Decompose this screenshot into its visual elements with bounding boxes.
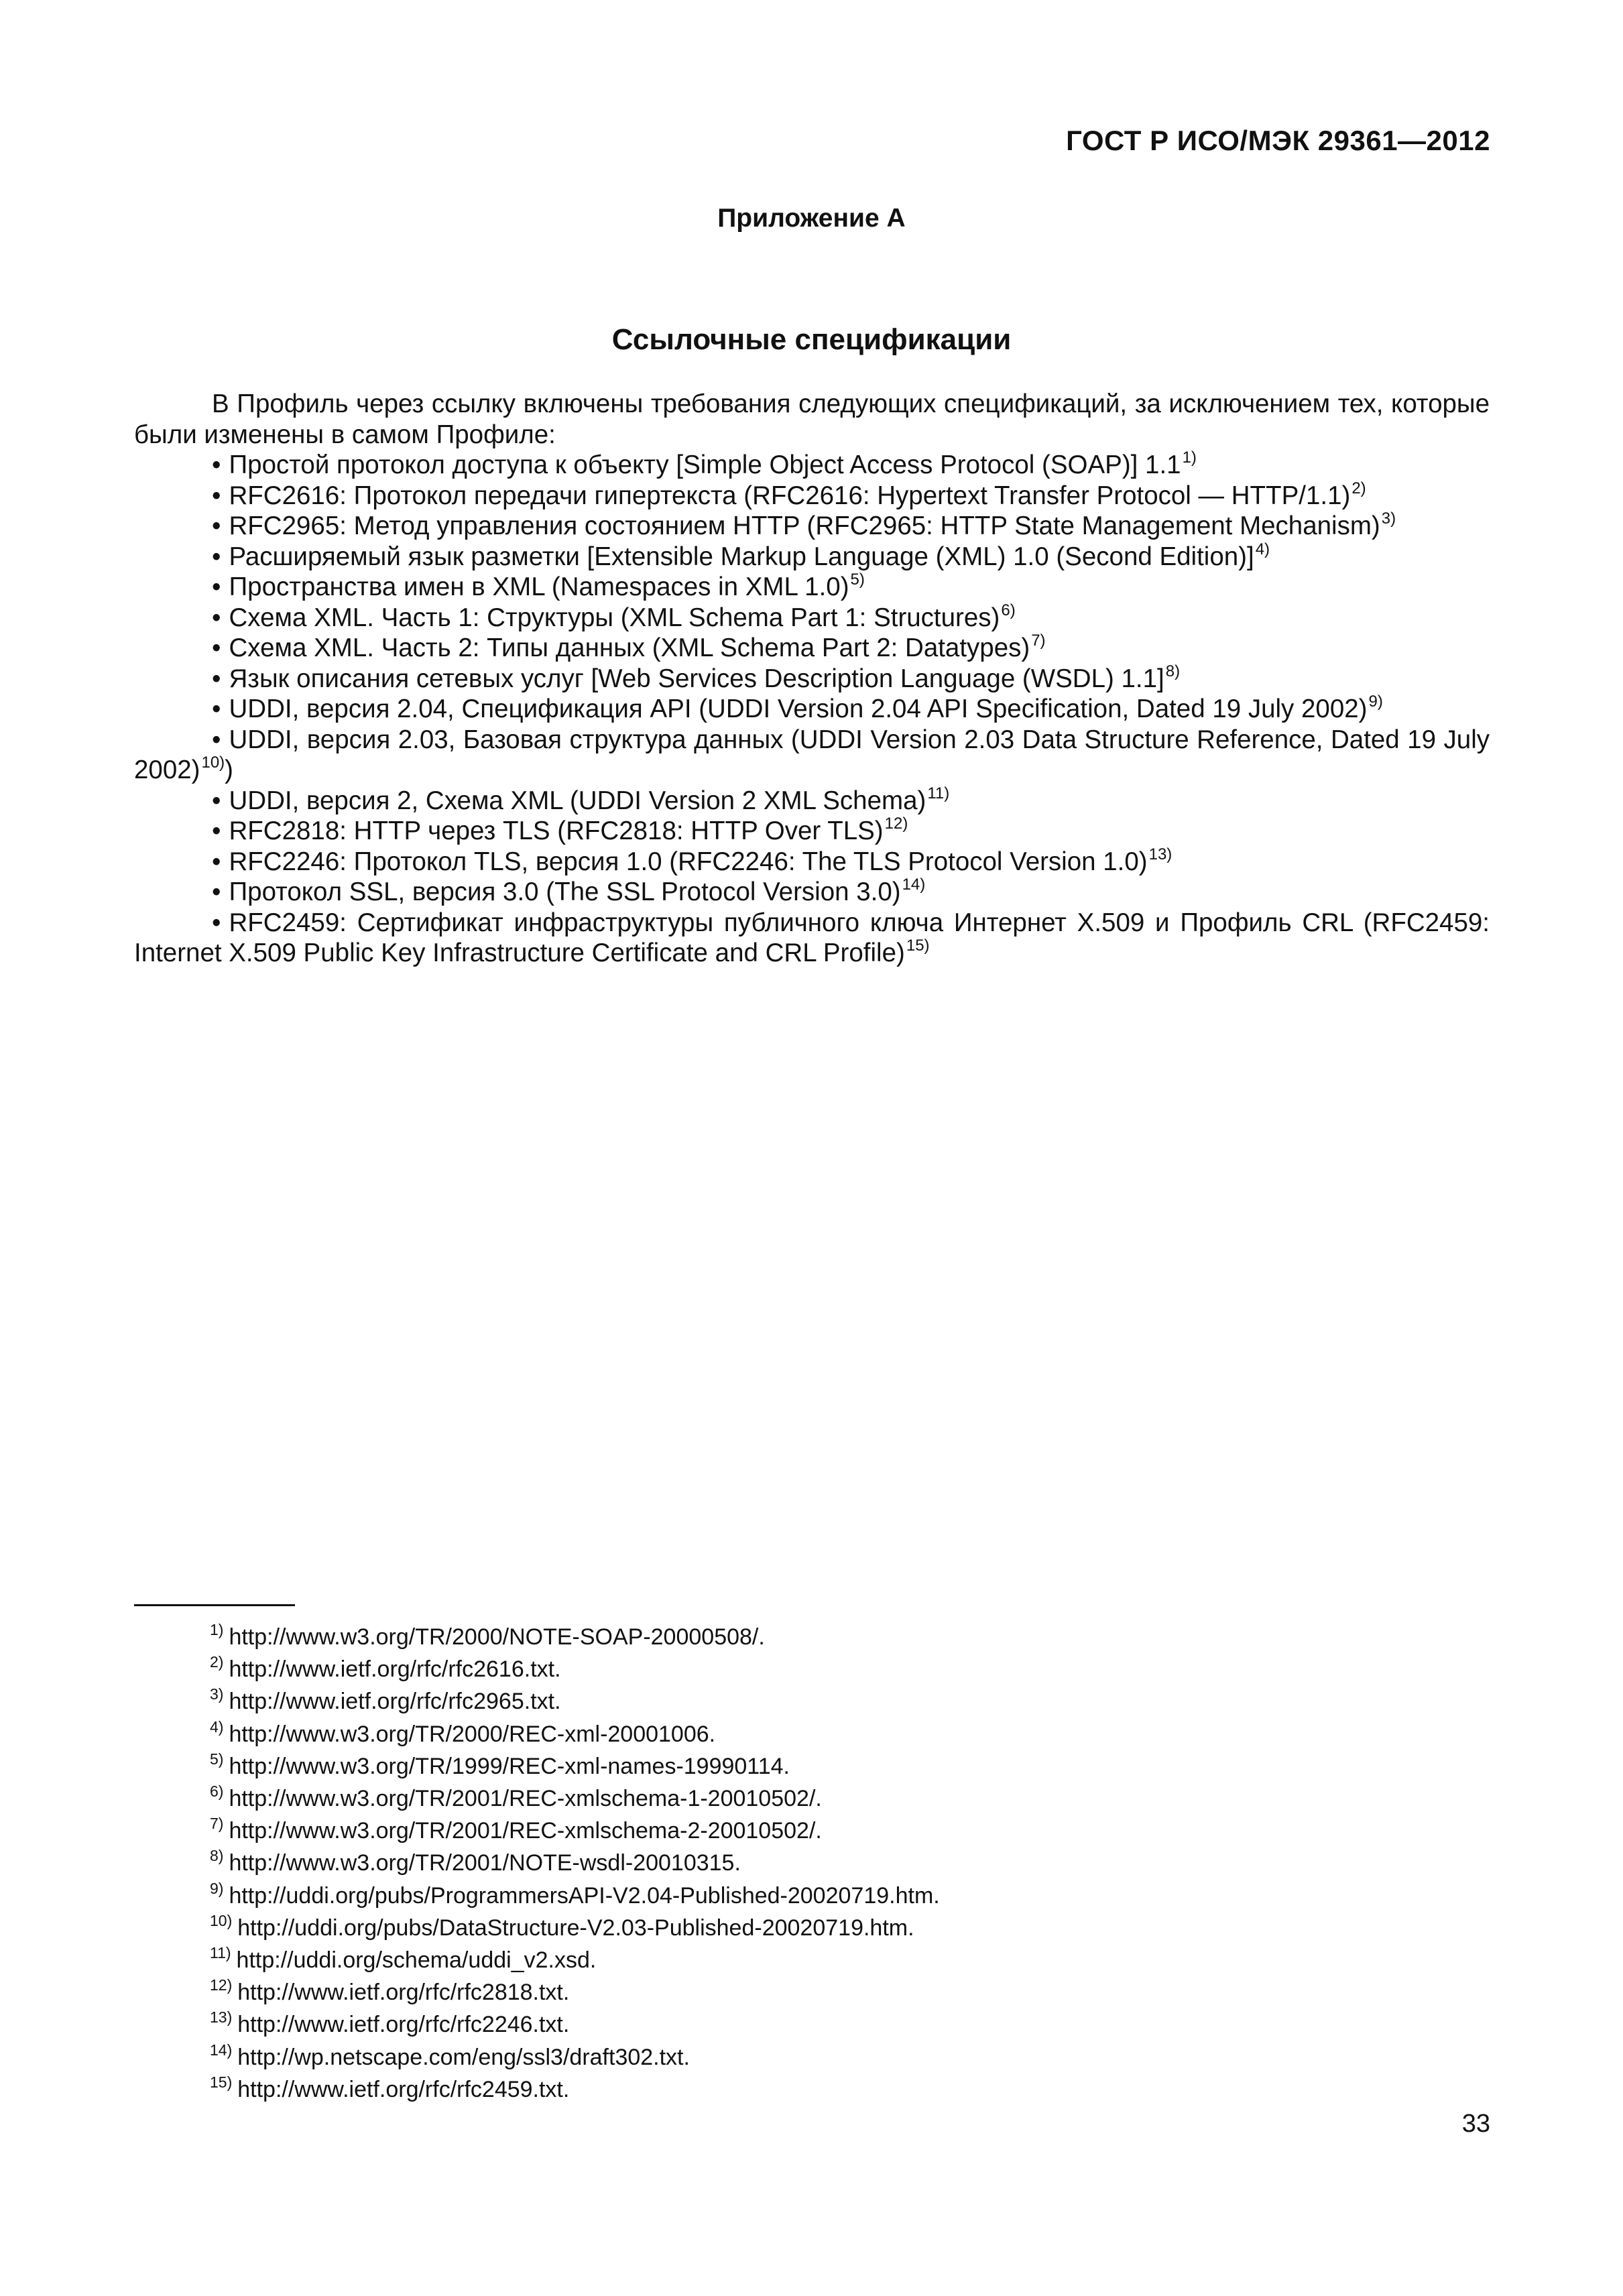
list-item [134,542,1490,572]
footnote-url: http://uddi.org/schema/uddi_v2.xsd. [236,1947,597,1974]
bullet-icon: • [212,633,221,662]
footnote [210,1912,940,1944]
bullet-icon: • [212,878,221,906]
list-item [134,694,1490,725]
footnote-ref: 6) [1001,601,1016,619]
footnote-ref: 2) [1351,479,1366,497]
footnote-ref: 8) [1165,662,1181,680]
footnote-separator [134,1604,295,1606]
footnote-url: http://www.w3.org/TR/2000/REC-xml-20001006. [229,1721,716,1747]
list-item [134,481,1490,511]
footnote-url: http://uddi.org/pubs/DataStructure-V2.03-Published-20020719.htm. [237,1915,914,1941]
footnote-ref: 5) [850,570,865,589]
bullet-icon: • [212,603,221,632]
footnote-number: 2) [210,1653,224,1671]
footnote [210,2073,940,2106]
footnote-number: 10) [210,1911,233,1929]
list-item-text: UDDI, версия 2.04, Спецификация API (UDDI Version 2.04 API Specification, Dated 19 July 2002) [229,694,1368,723]
footnote-number: 6) [210,1783,224,1801]
bullet-icon: • [212,572,221,601]
list-item [134,603,1490,633]
list-item [134,908,1490,969]
footnote-number: 3) [210,1685,224,1703]
footnote-url: http://wp.netscape.com/eng/ssl3/draft302.txt. [237,2044,690,2070]
footnote-number: 13) [210,2008,233,2027]
footnote-number: 1) [210,1621,224,1638]
bullet-icon: • [212,511,221,540]
bullet-icon: • [212,725,221,754]
footnote-ref: 12) [884,814,908,833]
list-item [134,450,1490,481]
footnote-number: 12) [210,1976,233,1994]
list-item [134,877,1490,908]
list-item-text: RFC2965: Метод управления состоянием HTTP (RFC2965: HTTP State Management Mechanism) [229,511,1380,540]
appendix-title: Приложение А [717,204,906,233]
list-item-text: RFC2818: HTTP через TLS (RFC2818: HTTP Over TLS) [229,817,884,845]
list-item [134,511,1490,542]
footnote-ref: 7) [1031,631,1046,650]
footnote [210,1621,940,1653]
footnote [210,1976,940,2008]
list-item-text: Пространства имен в XML (Namespaces in XML 1.0) [229,572,849,601]
footnote [210,1815,940,1847]
footnote-url: http://www.w3.org/TR/1999/REC-xml-names-19990114. [229,1753,790,1779]
list-item-text: Простой протокол доступа к объекту [Simple Object Access Protocol (SOAP)] 1.1 [229,450,1181,479]
list-item [134,664,1490,694]
bullet-icon: • [212,908,221,937]
standard-code-header: ГОСТ Р ИСО/МЭК 29361—2012 [1066,125,1490,156]
footnote-number: 11) [210,1944,231,1962]
footnote-ref: 3) [1381,509,1396,528]
bullet-icon: • [212,481,221,510]
list-item-text: RFC2616: Протокол передачи гипертекста (RFC2616: Hypertext Transfer Protocol — HTTP/1.1) [229,481,1351,510]
footnote [210,2041,940,2073]
list-item-text: UDDI, версия 2.03, Базовая структура данных (UDDI Version 2.03 Data Structure Reference, Dated 19 July 2002) [134,725,1490,784]
footnote-number: 14) [210,2041,233,2059]
footnote-ref: 14) [902,875,926,894]
footnote-url: http://www.ietf.org/rfc/rfc2459.txt. [237,2076,570,2102]
document-body [134,389,1490,969]
footnotes [210,1621,940,2106]
list-item [134,847,1490,878]
footnote-url: http://www.w3.org/TR/2001/REC-xmlschema-1-20010502/. [229,1786,822,1812]
footnote-ref: 11) [927,784,950,802]
footnote-number: 4) [210,1717,224,1736]
list-item-text: RFC2246: Протокол TLS, версия 1.0 (RFC2246: The TLS Protocol Version 1.0) [229,847,1148,876]
list-item [134,633,1490,664]
bullet-icon: • [212,847,221,876]
bullet-icon: • [212,817,221,845]
page-number: 33 [1461,2110,1490,2138]
footnote-ref: 1) [1182,448,1197,467]
list-item [134,572,1490,603]
footnote-url: http://uddi.org/pubs/ProgrammersAPI-V2.04-Published-20020719.htm. [229,1882,940,1909]
bullet-icon: • [212,450,221,479]
footnote-url: http://www.w3.org/TR/2001/NOTE-wsdl-20010315. [229,1850,741,1876]
list-item-closing-paren: ) [225,756,233,784]
list-item-text: RFC2459: Сертификат инфраструктуры публичного ключа Интернет X.509 и Профиль CRL (RFC2459: Internet X.509 Public Key Infrastructure Certificate and CRL Profile) [134,908,1490,967]
footnote-url: http://www.ietf.org/rfc/rfc2616.txt. [229,1656,561,1683]
list-item-text: Схема XML. Часть 1: Структуры (XML Schema Part 1: Structures) [229,603,1000,632]
footnote-url: http://www.w3.org/TR/2001/REC-xmlschema-2-20010502/. [229,1818,822,1844]
footnote-ref: 13) [1148,845,1173,863]
footnote-url: http://www.ietf.org/rfc/rfc2818.txt. [237,1980,570,2006]
footnote [210,1750,940,1783]
footnote [210,2008,940,2041]
bullet-icon: • [212,694,221,723]
bullet-icon: • [212,786,221,815]
footnote-number: 7) [210,1815,224,1833]
intro-paragraph: В Профиль через ссылку включены требования следующих спецификаций, за исключением тех, которые были изменены в самом Профиле: [134,389,1490,449]
footnote-ref: 15) [906,936,930,955]
list-item [134,786,1490,817]
list-item [134,725,1490,786]
footnote-url: http://www.ietf.org/rfc/rfc2246.txt. [237,2012,570,2038]
footnote-url: http://www.ietf.org/rfc/rfc2965.txt. [229,1689,561,1715]
list-item-text: UDDI, версия 2, Схема XML (UDDI Version 2 XML Schema) [229,786,926,815]
bullet-icon: • [212,664,221,693]
list-item [134,816,1490,847]
footnote [210,1880,940,1912]
list-item-text: Расширяемый язык разметки [Extensible Markup Language (XML) 1.0 (Second Edition)] [229,542,1254,571]
footnote [210,1944,940,1976]
section-title: Ссылочные спецификации [611,323,1012,356]
footnote [210,1653,940,1685]
list-item-text: Протокол SSL, версия 3.0 (The SSL Protocol Version 3.0) [229,878,901,906]
footnote-ref: 10) [201,753,225,772]
footnote-url: http://www.w3.org/TR/2000/NOTE-SOAP-20000508/. [229,1624,765,1650]
footnote-number: 8) [210,1847,224,1865]
footnote-ref: 4) [1255,540,1270,558]
footnote-number: 5) [210,1750,224,1768]
footnote-number: 15) [210,2073,233,2091]
footnote [210,1847,940,1879]
footnote [210,1685,940,1717]
footnote [210,1718,940,1750]
footnote [210,1783,940,1815]
footnote-number: 9) [210,1879,224,1897]
list-item-text: Язык описания сетевых услуг [Web Services Description Language (WSDL) 1.1] [229,664,1164,693]
footnote-ref: 9) [1368,692,1383,711]
list-item-text: Схема XML. Часть 2: Типы данных (XML Schema Part 2: Datatypes) [229,633,1030,662]
bullet-icon: • [212,542,221,571]
